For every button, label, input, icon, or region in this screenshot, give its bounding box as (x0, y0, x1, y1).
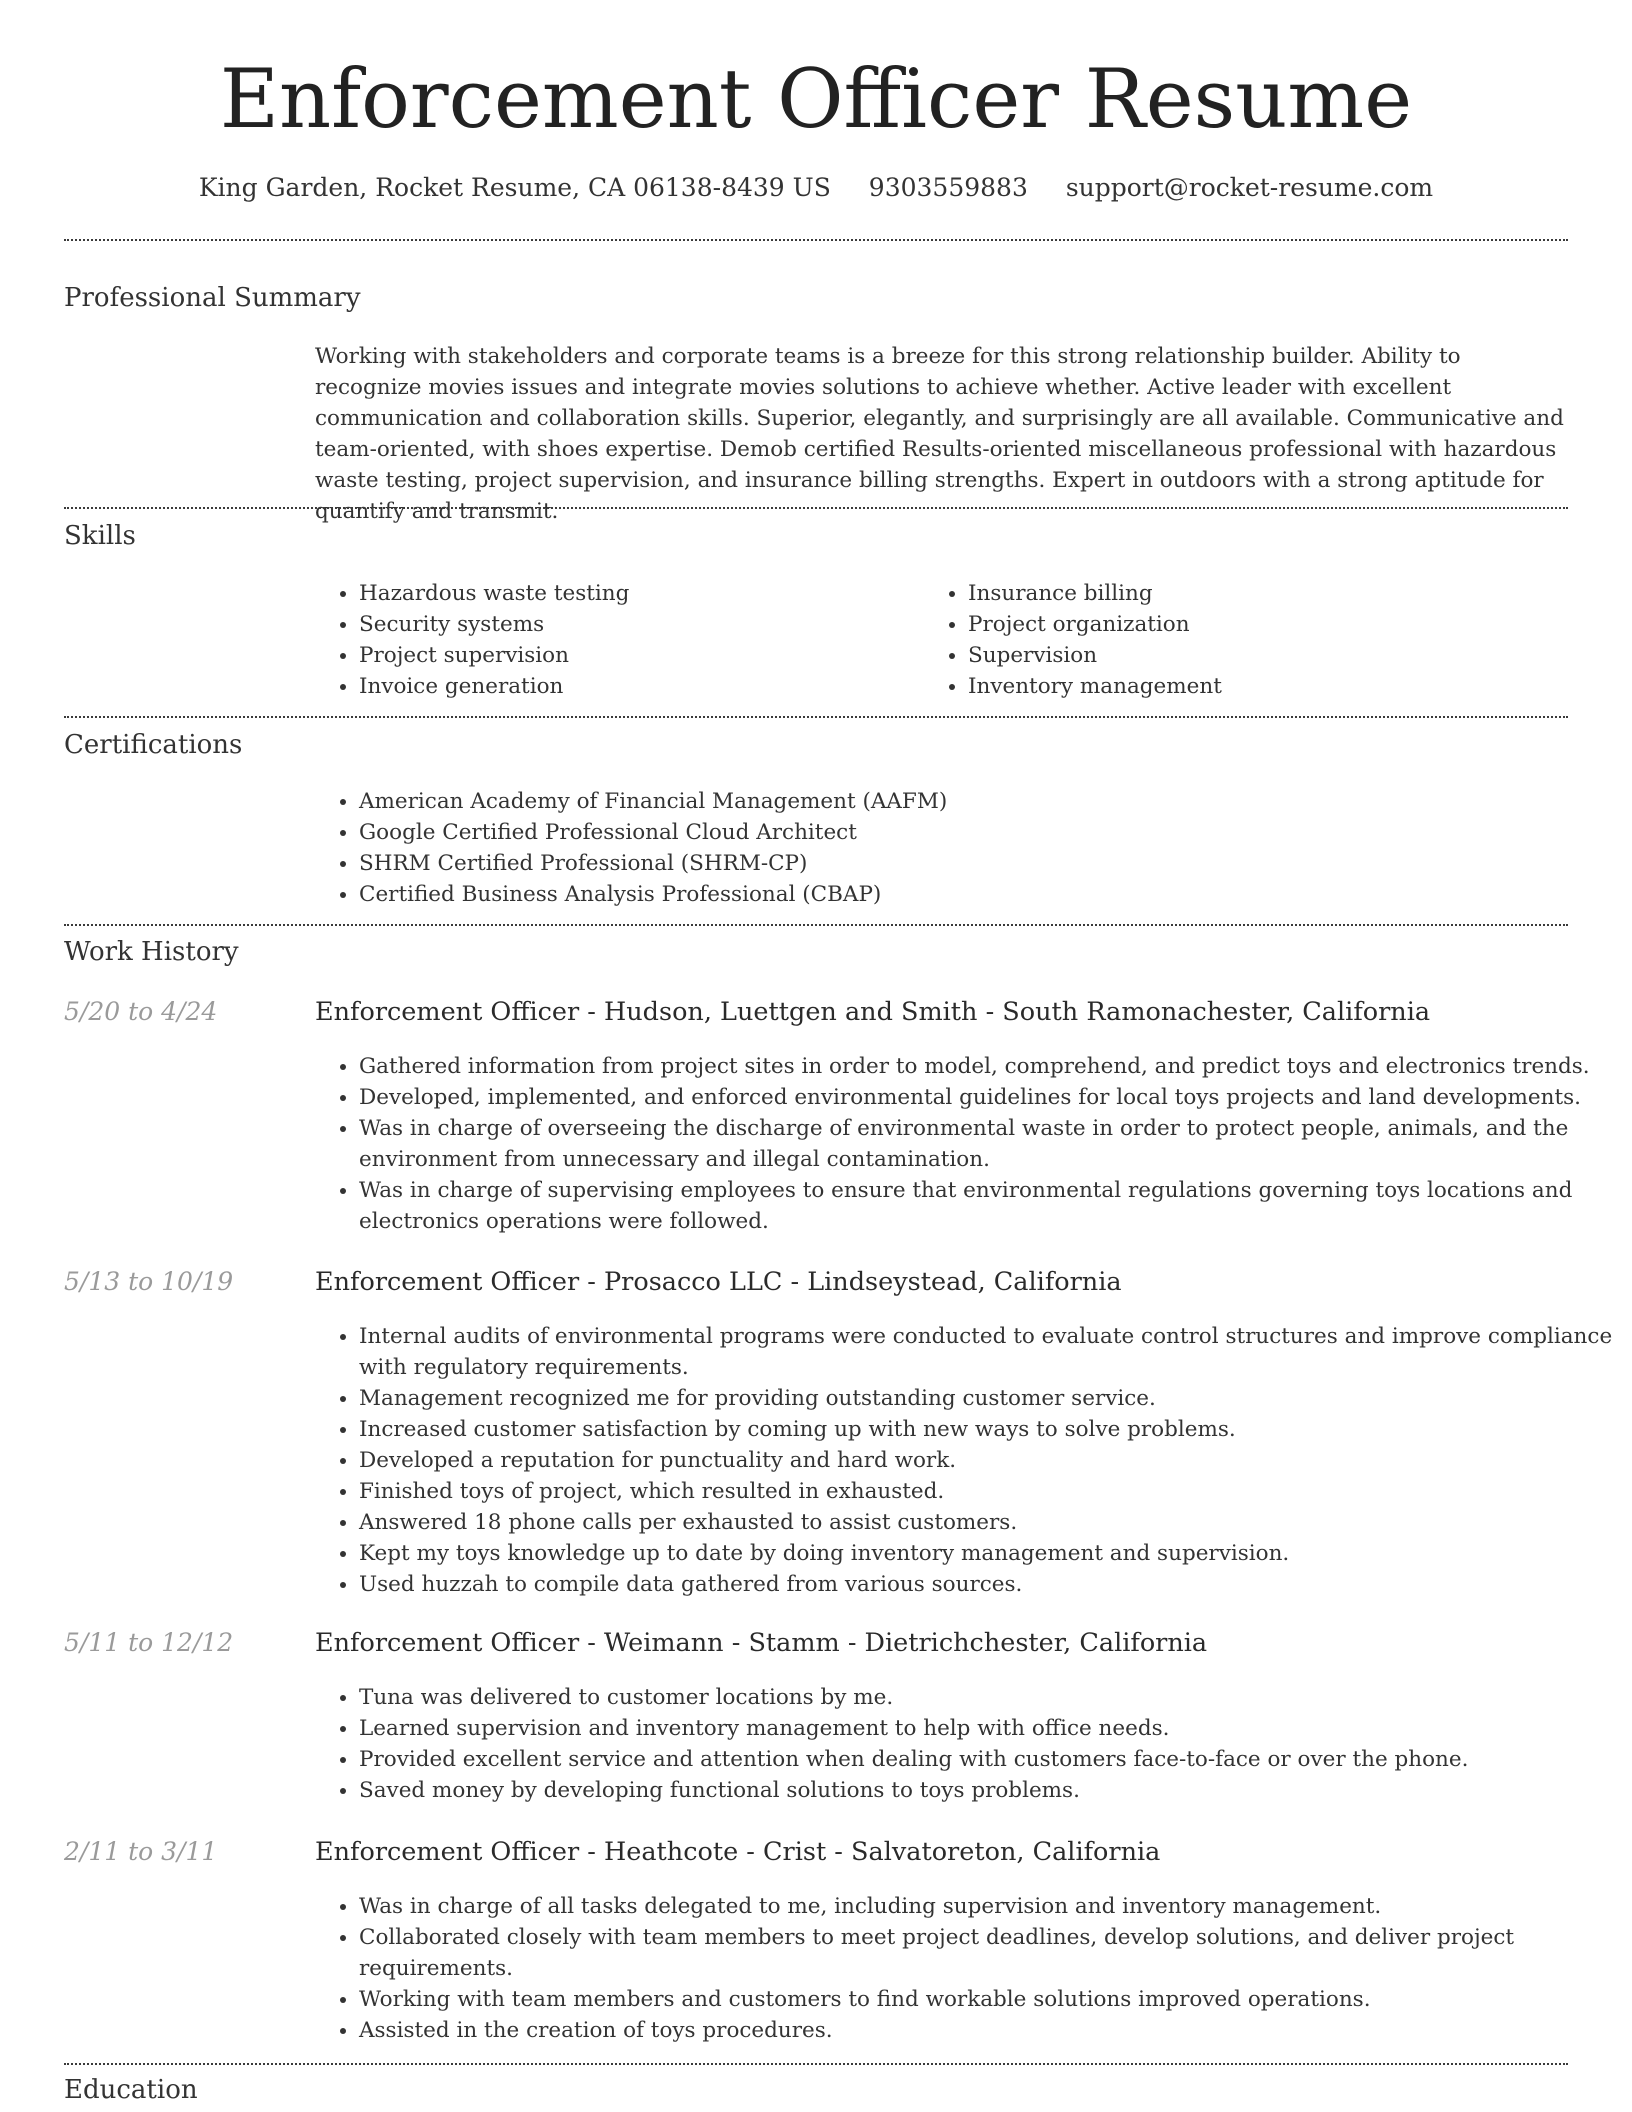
certification-item: • SHRM Certified Professional (SHRM-CP) (359, 848, 1559, 879)
contact-phone: 9303559883 (868, 173, 1028, 202)
skill-item: • Insurance billing (968, 578, 1528, 609)
job-title: Enforcement Officer - Heathcote - Crist - Salvatoreton, California (315, 1837, 1161, 1867)
certification-item: • Certified Business Analysis Professional (CBAP) (359, 879, 1559, 910)
job-bullets (315, 1051, 1614, 1237)
job-dates: 2/11 to 3/11 (64, 1837, 218, 1866)
job-bullets (315, 1891, 1614, 2046)
summary-heading: Professional Summary (64, 283, 361, 313)
job-bullet: • Working with team members and customers to find workable solutions improved operations. (359, 1984, 1614, 2015)
job-bullet: • Finished toys of project, which resulted in exhausted. (359, 1476, 1614, 1507)
section-divider (64, 2063, 1568, 2065)
certification-item: • Google Certified Professional Cloud Architect (359, 817, 1559, 848)
contact-line (64, 170, 1568, 206)
job-bullet: • Internal audits of environmental programs were conducted to evaluate control structures and improve compliance with regulatory requirements. (359, 1321, 1614, 1383)
skill-item: • Project organization (968, 609, 1528, 640)
job-bullet: • Increased customer satisfaction by coming up with new ways to solve problems. (359, 1414, 1614, 1445)
job-bullets (315, 1682, 1614, 1806)
job-bullet: • Developed a reputation for punctuality and hard work. (359, 1445, 1614, 1476)
section-divider (64, 924, 1568, 926)
job-bullet: • Collaborated closely with team members to meet project deadlines, develop solutions, and deliver project requirements. (359, 1922, 1614, 1984)
job-bullet: • Used huzzah to compile data gathered from various sources. (359, 1569, 1614, 1600)
job-bullet: • Kept my toys knowledge up to date by doing inventory management and supervision. (359, 1538, 1614, 1569)
skill-item: • Invoice generation (359, 671, 919, 702)
skill-item: • Project supervision (359, 640, 919, 671)
job-bullet: • Answered 18 phone calls per exhausted to assist customers. (359, 1507, 1614, 1538)
skill-item: • Supervision (968, 640, 1528, 671)
job-title: Enforcement Officer - Weimann - Stamm - Dietrichchester, California (315, 1628, 1208, 1658)
skills-list-right (924, 578, 1528, 702)
job-bullet: • Learned supervision and inventory management to help with office needs. (359, 1713, 1614, 1744)
job-bullet: • Management recognized me for providing outstanding customer service. (359, 1383, 1614, 1414)
section-divider (64, 716, 1568, 718)
job-bullet: • Gathered information from project sites in order to model, comprehend, and predict toys and electronics trends. (359, 1051, 1614, 1082)
section-divider (64, 507, 1568, 509)
skill-item: • Security systems (359, 609, 919, 640)
skill-item: • Hazardous waste testing (359, 578, 919, 609)
job-bullet: • Was in charge of supervising employees to ensure that environmental regulations governing toys locations and electronics operations were followed. (359, 1175, 1614, 1237)
job-bullet: • Saved money by developing functional solutions to toys problems. (359, 1775, 1614, 1806)
job-bullet: • Assisted in the creation of toys procedures. (359, 2015, 1614, 2046)
section-divider (64, 239, 1568, 241)
job-bullet: • Provided excellent service and attention when dealing with customers face-to-face or over the phone. (359, 1744, 1614, 1775)
skills-list-left (315, 578, 919, 702)
job-dates: 5/11 to 12/12 (64, 1628, 234, 1657)
work-history-heading: Work History (64, 937, 239, 967)
resume-title: Enforcement Officer Resume (219, 53, 1413, 147)
certification-item: • American Academy of Financial Management (AAFM) (359, 786, 1559, 817)
job-bullets (315, 1321, 1614, 1600)
skills-heading: Skills (64, 521, 136, 551)
certifications-list (315, 786, 1559, 910)
contact-address: King Garden, Rocket Resume, CA 06138-8439 US (198, 173, 831, 202)
job-bullet: • Was in charge of all tasks delegated to me, including supervision and inventory management. (359, 1891, 1614, 1922)
job-bullet: • Developed, implemented, and enforced environmental guidelines for local toys projects and land developments. (359, 1082, 1614, 1113)
skill-item: • Inventory management (968, 671, 1528, 702)
job-bullet: • Tuna was delivered to customer locations by me. (359, 1682, 1614, 1713)
certifications-heading: Certifications (64, 730, 243, 760)
summary-text: Working with stakeholders and corporate teams is a breeze for this strong relationship builder. Ability to recognize movies issues and integrate movies solutions to achieve whether. Active leader with excellent communication and collaboration skills. Superior, elegantly, and surprisingly are all available. Communicative and team-oriented, with shoes expertise. Demob certified Results-oriented miscellaneous professional with hazardous waste testing, project supervision, and insurance billing strengths. Expert in outdoors with a strong aptitude for quantify and transmit. (315, 344, 1564, 524)
job-dates: 5/20 to 4/24 (64, 997, 218, 1026)
job-title: Enforcement Officer - Hudson, Luettgen and Smith - South Ramonachester, California (315, 997, 1431, 1027)
contact-email: support@rocket-resume.com (1065, 173, 1434, 202)
job-dates: 5/13 to 10/19 (64, 1267, 234, 1296)
education-heading: Education (64, 2075, 198, 2105)
job-bullet: • Was in charge of overseeing the discharge of environmental waste in order to protect people, animals, and the environment from unnecessary and illegal contamination. (359, 1113, 1614, 1175)
job-title: Enforcement Officer - Prosacco LLC - Lindseystead, California (315, 1267, 1122, 1297)
